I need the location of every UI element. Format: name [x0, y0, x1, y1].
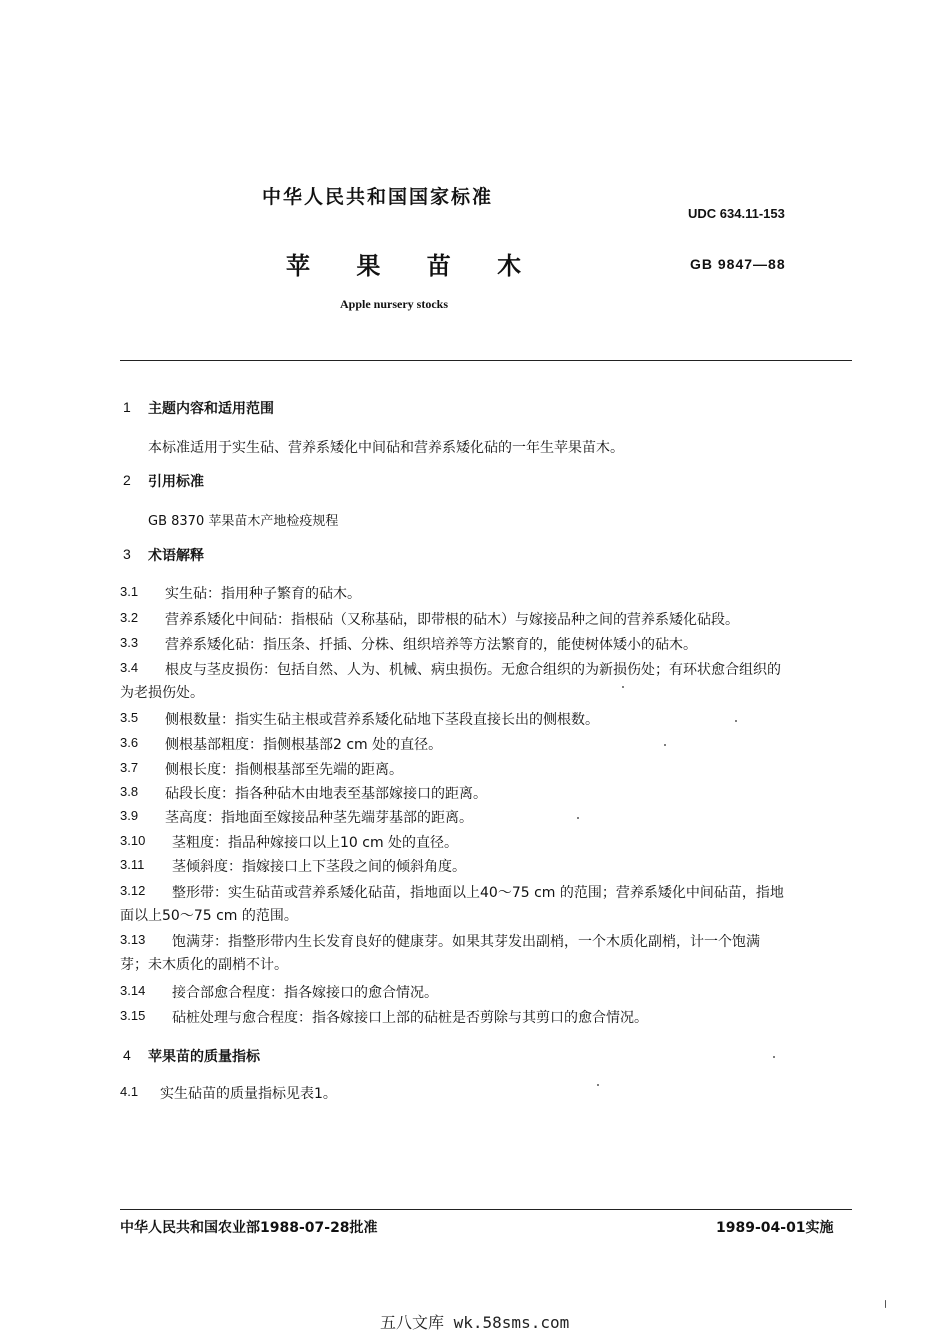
scan-speck: [773, 1056, 775, 1058]
approval-line: 中华人民共和国农业部1988-07-28批准: [120, 1220, 378, 1236]
item-number: 4.1: [120, 1084, 139, 1099]
term-text: 营养系矮化中间砧：指根砧（又称基砧，即带根的砧木）与嫁接品种之间的营养系矮化砧段。: [165, 612, 739, 628]
term-text: 实生砧：指用种子繁育的砧木。: [165, 586, 361, 602]
header-divider: [120, 360, 852, 361]
term-number: 3.10: [120, 833, 146, 848]
term-number: 3.8: [120, 784, 139, 799]
term-text: 茎粗度：指品种嫁接口以上10 cm 处的直径。: [172, 835, 459, 851]
section-title: 苹果苗的质量指标: [148, 1049, 260, 1065]
term-text-continuation: 为老损伤处。: [120, 685, 204, 701]
section-number: 2: [123, 472, 131, 488]
term-number: 3.13: [120, 932, 146, 947]
scan-speck: [577, 817, 579, 819]
term-number: 3.2: [120, 610, 139, 625]
term-number: 3.15: [120, 1008, 146, 1023]
term-number: 3.4: [120, 660, 139, 675]
term-number: 3.3: [120, 635, 139, 650]
term-text-continuation: 面以上50～75 cm 的范围。: [120, 908, 298, 924]
term-text: 侧根基部粗度：指侧根基部2 cm 处的直径。: [165, 737, 443, 753]
term-text: 饱满芽：指整形带内生长发育良好的健康芽。如果其芽发出副梢，一个木质化副梢，计一个饱满: [172, 934, 760, 950]
term-text: 接合部愈合程度：指各嫁接口的愈合情况。: [172, 985, 438, 1001]
section-title: 引用标准: [148, 474, 204, 490]
udc-code: UDC 634.11-153: [688, 206, 785, 221]
scan-speck: [622, 686, 624, 688]
term-number: 3.7: [120, 760, 139, 775]
section-number: 3: [123, 546, 131, 562]
term-text: 根皮与茎皮损伤：包括自然、人为、机械、病虫损伤。无愈合组织的为新损伤处；有环状愈合组织的: [165, 662, 781, 678]
term-number: 3.5: [120, 710, 139, 725]
term-number: 3.14: [120, 983, 146, 998]
english-subtitle: Apple nursery stocks: [340, 297, 449, 311]
section-title: 术语解释: [148, 548, 204, 564]
gb-code: GB 9847—88: [690, 256, 786, 272]
section-number: 4: [123, 1047, 131, 1063]
site-watermark: 五八文库 wk.58sms.com: [380, 1313, 570, 1332]
term-number: 3.6: [120, 735, 139, 750]
document-title: 苹 果 苗 木: [286, 252, 522, 280]
implementation-date: 1989-04-01实施: [716, 1220, 834, 1236]
term-number: 3.9: [120, 808, 139, 823]
scan-speck: [735, 720, 737, 722]
section-number: 1: [123, 399, 131, 415]
scan-speck: [597, 1084, 599, 1086]
term-text: 砧段长度：指各种砧木由地表至基部嫁接口的距离。: [165, 786, 487, 802]
footer-divider: [120, 1209, 852, 1210]
scan-speck: [885, 1300, 886, 1308]
section1-paragraph: 本标准适用于实生砧、营养系矮化中间砧和营养系矮化砧的一年生苹果苗木。: [148, 440, 624, 456]
term-text: 茎高度：指地面至嫁接品种茎先端芽基部的距离。: [165, 810, 473, 826]
term-text: 侧根长度：指侧根基部至先端的距离。: [165, 762, 403, 778]
section-title: 主题内容和适用范围: [148, 401, 274, 417]
term-text: 整形带：实生砧苗或营养系矮化砧苗，指地面以上40～75 cm 的范围；营养系矮化中间砧苗，指地: [172, 885, 784, 901]
term-number: 3.12: [120, 883, 146, 898]
term-text: 营养系矮化砧：指压条、扦插、分株、组织培养等方法繁育的，能使树体矮小的砧木。: [165, 637, 697, 653]
term-text: 侧根数量：指实生砧主根或营养系矮化砧地下茎段直接长出的侧根数。: [165, 712, 599, 728]
scan-speck: [664, 744, 666, 746]
referenced-standard: GB 8370 苹果苗木产地检疫规程: [148, 514, 339, 529]
term-text: 茎倾斜度：指嫁接口上下茎段之间的倾斜角度。: [172, 859, 466, 875]
standard-name: 中华人民共和国国家标准: [262, 186, 494, 208]
term-number: 3.1: [120, 584, 139, 599]
term-number: 3.11: [120, 857, 145, 872]
term-text-continuation: 芽；未木质化的副梢不计。: [120, 957, 288, 973]
term-text: 砧桩处理与愈合程度：指各嫁接口上部的砧桩是否剪除与其剪口的愈合情况。: [172, 1010, 648, 1026]
item-text: 实生砧苗的质量指标见表1。: [160, 1086, 337, 1102]
